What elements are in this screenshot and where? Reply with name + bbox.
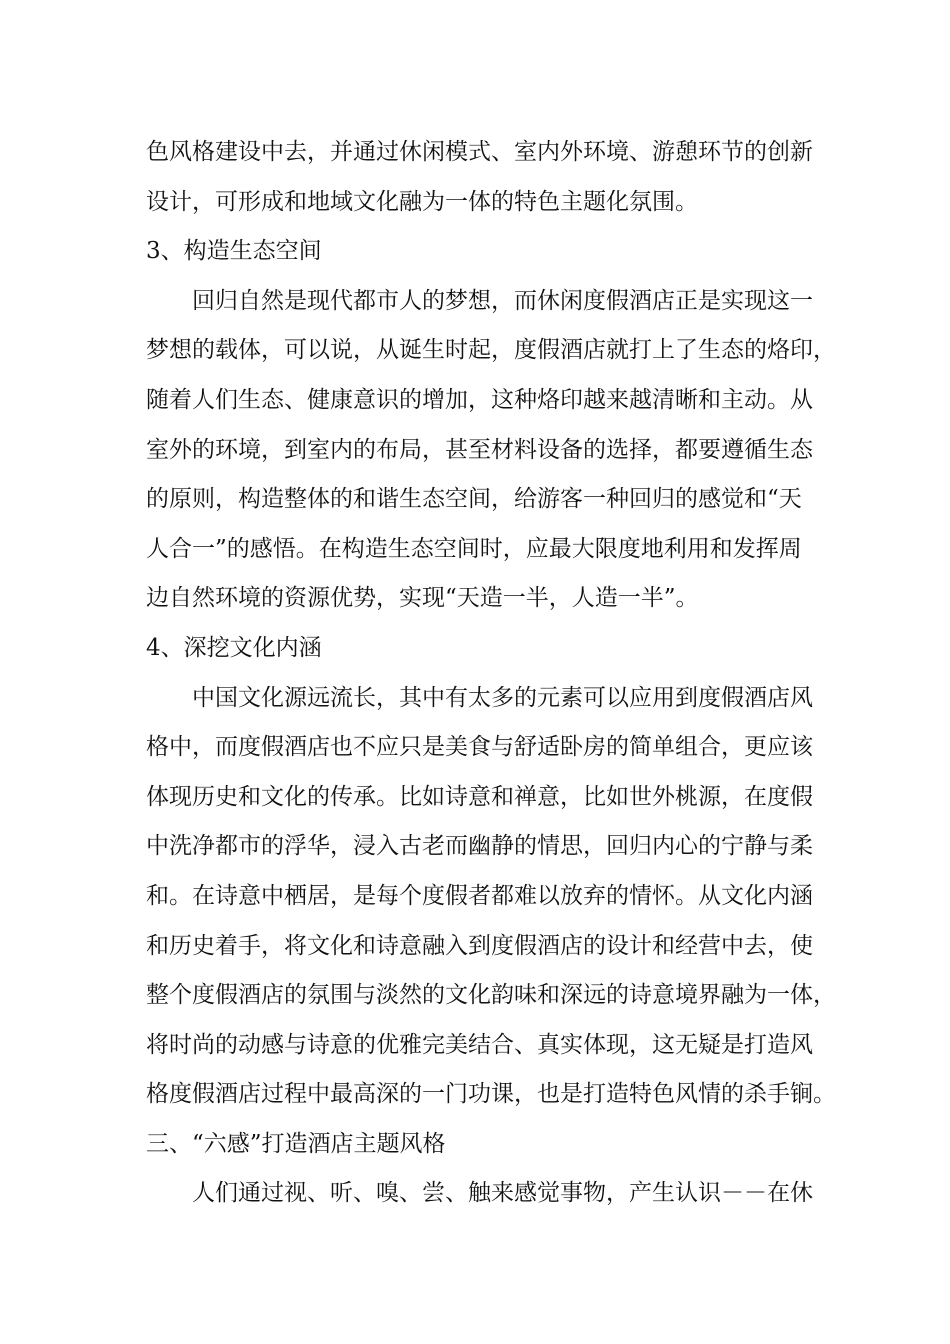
chapter-heading-3: 三、“六感”打造酒店主题风格 [146,1130,446,1157]
paragraph-line: 将时尚的动感与诗意的优雅完美结合、真实体现，这无疑是打造风 [146,1031,813,1058]
paragraph-line: 边自然环境的资源优势，实现“天造一半，人造一半”。 [146,585,699,612]
section-heading-3: 3、构造生态空间 [146,238,322,265]
paragraph-continuation-line: 设计，可形成和地域文化融为一体的特色主题化氛围。 [146,188,698,215]
paragraph-line: 人合一”的感悟。在构造生态空间时，应最大限度地利用和发挥周 [146,535,802,562]
paragraph-line: 和。在诗意中栖居，是每个度假者都难以放弃的情怀。从文化内涵 [146,882,813,909]
paragraph-line: 中洗净都市的浮华，浸入古老而幽静的情思，回归内心的宁静与柔 [146,833,813,860]
paragraph-first-line: 回归自然是现代都市人的梦想，而休闲度假酒店正是实现这一 [192,287,813,314]
paragraph-line: 整个度假酒店的氛围与淡然的文化韵味和深远的诗意境界融为一体， [146,982,836,1009]
paragraph-line: 随着人们生态、健康意识的增加，这种烙印越来越清晰和主动。从 [146,386,813,413]
paragraph-line: 和历史着手，将文化和诗意融入到度假酒店的设计和经营中去，使 [146,932,813,959]
document-body [146,128,856,1219]
paragraph-line: 格中，而度假酒店也不应只是美食与舒适卧房的简单组合，更应该 [146,734,813,761]
paragraph-line: 室外的环境，到室内的布局，甚至材料设备的选择，都要遵循生态 [146,436,813,463]
paragraph-first-line: 中国文化源远流长，其中有太多的元素可以应用到度假酒店风 [192,684,813,711]
section-heading-4: 4、深挖文化内涵 [146,634,322,661]
paragraph-first-line: 人们通过视、听、嗅、尝、触来感觉事物，产生认识－－在休 [192,1180,813,1207]
paragraph-line: 体现历史和文化的传承。比如诗意和禅意，比如世外桃源，在度假 [146,783,813,810]
paragraph-line: 的原则，构造整体的和谐生态空间，给游客一种回归的感觉和“天 [146,486,802,513]
paragraph-line: 梦想的载体，可以说，从诞生时起，度假酒店就打上了生态的烙印， [146,337,836,364]
paragraph-line: 格度假酒店过程中最高深的一门功课，也是打造特色风情的杀手锏。 [146,1081,836,1108]
paragraph-continuation-line: 色风格建设中去，并通过休闲模式、室内外环境、游憩环节的创新 [146,139,813,165]
